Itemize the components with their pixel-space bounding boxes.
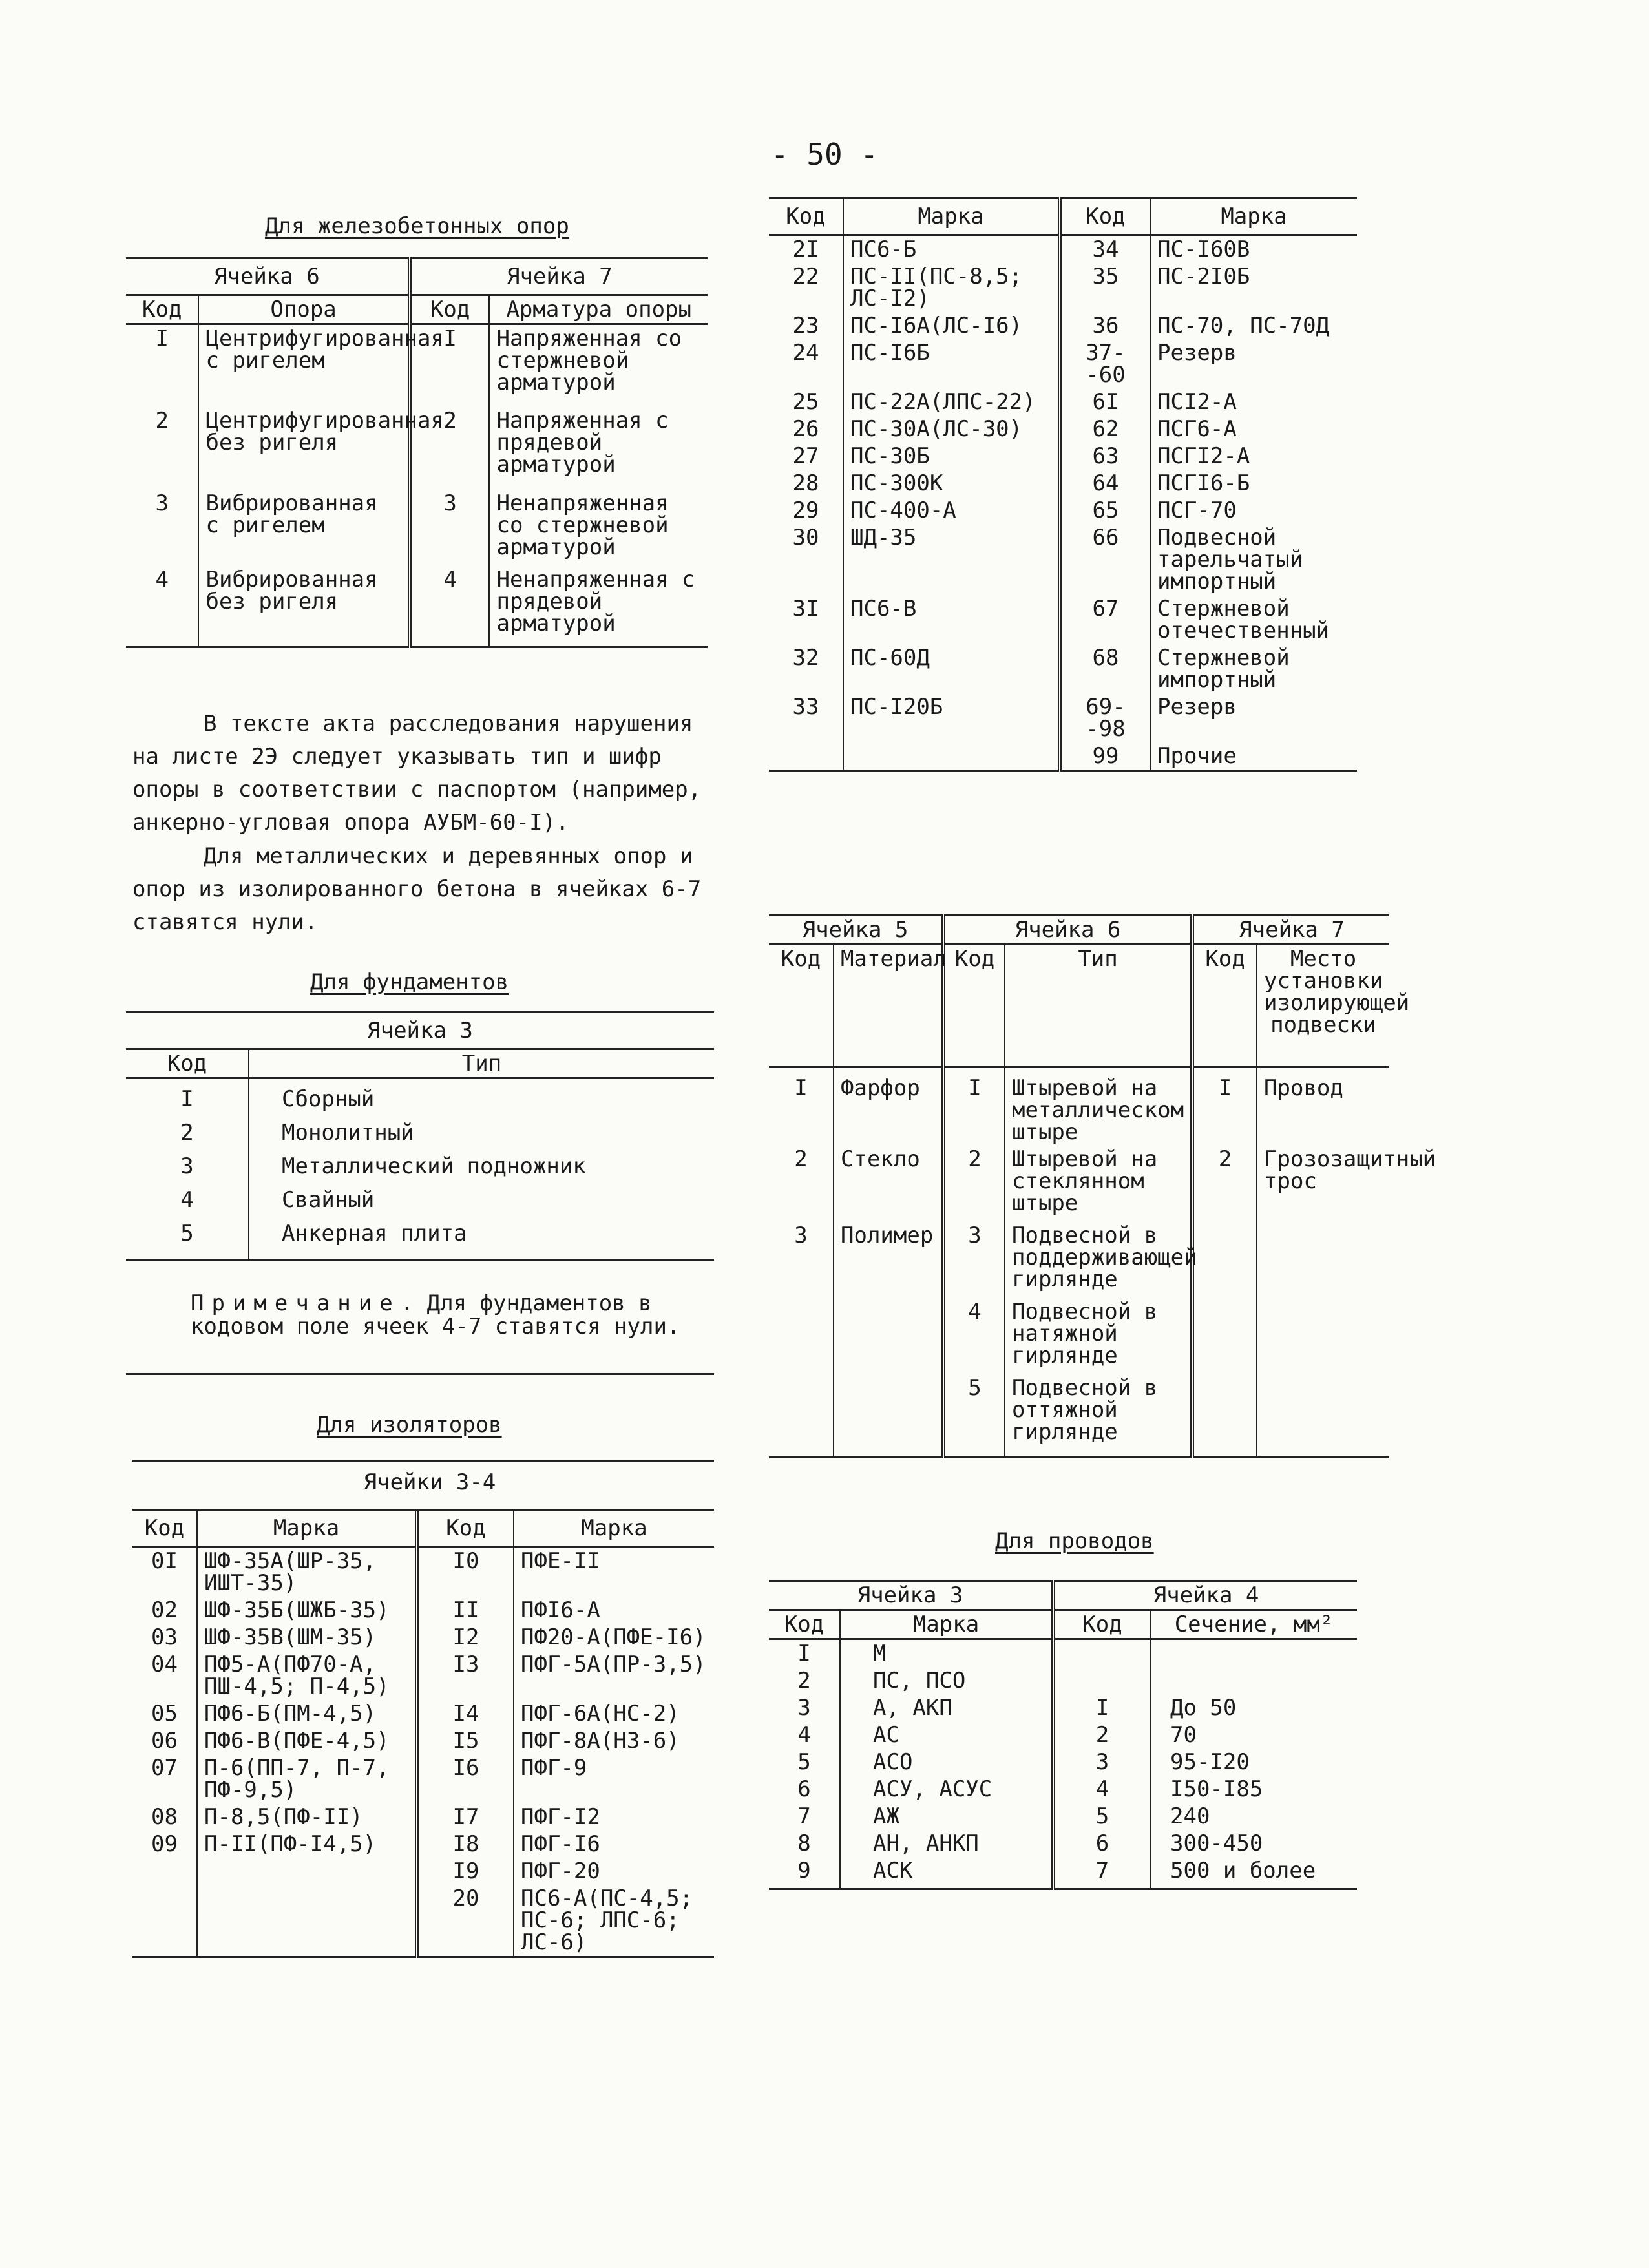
brand-cell: ПФГ-20 bbox=[514, 1858, 714, 1885]
brand-cell: АСО bbox=[840, 1748, 1053, 1776]
place-cell: Провод bbox=[1257, 1067, 1389, 1146]
brand-cell: ПС-I6Б bbox=[843, 339, 1060, 388]
brand-cell: ПС-60Д bbox=[843, 644, 1060, 693]
table-row bbox=[769, 1298, 1389, 1374]
brand-cell: ПСI2-А bbox=[1150, 388, 1357, 415]
table-row bbox=[769, 388, 1357, 415]
brand-cell bbox=[197, 1858, 417, 1885]
brand-cell: ПС-30А(ЛС-30) bbox=[843, 415, 1060, 443]
type-cell: Металлический подножник bbox=[249, 1146, 714, 1180]
brand-cell: П-6(ПП-7, П-7, ПФ-9,5) bbox=[197, 1754, 417, 1803]
code-cell: 5 bbox=[943, 1374, 1005, 1457]
col-code: Код bbox=[126, 1049, 249, 1078]
col-brand: Марка bbox=[840, 1610, 1053, 1639]
type-cell: Свайный bbox=[249, 1180, 714, 1213]
material-cell: Фарфор bbox=[834, 1067, 943, 1146]
place-cell bbox=[1257, 1374, 1389, 1457]
code-cell: I4 bbox=[417, 1700, 514, 1727]
table-row bbox=[132, 1831, 714, 1858]
table-row bbox=[132, 1727, 714, 1754]
code-cell: II bbox=[417, 1597, 514, 1624]
section-cell: 70 bbox=[1150, 1721, 1357, 1748]
brand-cell: Резерв bbox=[1150, 693, 1357, 742]
code-cell bbox=[1192, 1222, 1257, 1298]
code-cell: 0I bbox=[151, 1548, 178, 1574]
brand-cell: ПФГ-6А(НС-2) bbox=[514, 1700, 714, 1727]
code-cell bbox=[132, 1858, 197, 1885]
table-row bbox=[769, 1639, 1357, 1668]
code-cell: 34 bbox=[1060, 235, 1150, 264]
brand-cell: АН, АНКП bbox=[840, 1830, 1053, 1857]
table-row bbox=[769, 1776, 1357, 1803]
col-code: Код bbox=[769, 945, 834, 1067]
table-row bbox=[126, 566, 708, 647]
brand-cell: Резерв bbox=[1150, 339, 1357, 388]
brand-cell: ПФГ-8А(НЗ-6) bbox=[514, 1727, 714, 1754]
code-cell: 23 bbox=[792, 313, 819, 339]
foundations-cell-header: Ячейка 3 bbox=[126, 1013, 714, 1049]
code-cell: 2 bbox=[155, 407, 169, 434]
code-cell: 29 bbox=[792, 498, 819, 523]
code-cell bbox=[1192, 1298, 1257, 1374]
brand-cell: Подвесной тарельчатый импортный bbox=[1150, 524, 1357, 595]
material-cell: Стекло bbox=[834, 1146, 943, 1222]
code-cell: 03 bbox=[151, 1624, 178, 1650]
brand-cell: А, АКП bbox=[840, 1694, 1053, 1721]
table-row bbox=[769, 524, 1357, 595]
code-cell: I0 bbox=[417, 1547, 514, 1597]
note-text: . Для фундаментов в кодовом поле ячеек 4-7 ставятся нули. bbox=[191, 1290, 680, 1339]
code-cell: 2 bbox=[797, 1668, 811, 1694]
table-row bbox=[126, 1078, 714, 1113]
section-cell bbox=[1150, 1639, 1357, 1668]
col-code: Код bbox=[126, 295, 198, 324]
table-row bbox=[126, 1113, 714, 1146]
code-cell: 67 bbox=[1060, 595, 1150, 644]
brand-cell: ПС6-А(ПС-4,5; ПС-6; ЛПС-6; ЛС-6) bbox=[514, 1885, 714, 1957]
code-cell: I2 bbox=[417, 1624, 514, 1651]
brand-cell bbox=[843, 742, 1060, 771]
code-cell: 3 bbox=[155, 490, 169, 516]
brand-cell: ШФ-35В(ШМ-35) bbox=[197, 1624, 417, 1651]
insulators-top-rule bbox=[132, 1460, 714, 1462]
note-divider bbox=[126, 1373, 714, 1375]
brand-cell: ПС-300К bbox=[843, 470, 1060, 497]
brand-cell: ПФЕ-II bbox=[514, 1547, 714, 1597]
table-row bbox=[769, 415, 1357, 443]
col-rebar: Арматура опоры bbox=[489, 295, 708, 324]
code-cell: 63 bbox=[1060, 443, 1150, 470]
brand-cell: ПФ20-А(ПФЕ-I6) bbox=[514, 1624, 714, 1651]
paragraph-act-text: В тексте акта расследования нарушения на листе 2Э следует указывать тип и шифр опоры в соответствии с паспортом (например, анкерно-угловая опора АУБМ-60-I). bbox=[132, 711, 702, 835]
code-cell: 3 bbox=[1053, 1748, 1150, 1776]
code-cell: 33 bbox=[792, 694, 819, 720]
table-row bbox=[769, 595, 1357, 644]
table-row bbox=[769, 742, 1357, 771]
cell6-header: Ячейка 6 bbox=[126, 258, 410, 295]
brand-cell: Стержневой отечественный bbox=[1150, 595, 1357, 644]
brand-cell: ПФГ-I6 bbox=[514, 1831, 714, 1858]
table-row bbox=[769, 1721, 1357, 1748]
code-cell: 07 bbox=[151, 1755, 178, 1781]
table-row bbox=[769, 693, 1357, 742]
col-brand: Марка bbox=[843, 198, 1060, 235]
table-row bbox=[769, 644, 1357, 693]
code-cell: 2 bbox=[943, 1146, 1005, 1222]
code-cell: 66 bbox=[1060, 524, 1150, 595]
col-type: Тип bbox=[249, 1049, 714, 1078]
brand-cell: Стержневой импортный bbox=[1150, 644, 1357, 693]
brand-cell: ПС-I6А(ЛС-I6) bbox=[843, 312, 1060, 339]
col-material: Материал bbox=[834, 945, 943, 1067]
brand-cell bbox=[197, 1885, 417, 1957]
brand-cell: ПС6-В bbox=[843, 595, 1060, 644]
cell6-header: Ячейка 6 bbox=[943, 916, 1192, 945]
code-cell: 28 bbox=[792, 470, 819, 496]
brand-cell: ПФI6-А bbox=[514, 1597, 714, 1624]
brand-cell: ПСГI2-А bbox=[1150, 443, 1357, 470]
wires-table bbox=[769, 1580, 1357, 1890]
code-cell: 02 bbox=[151, 1597, 178, 1623]
brand-cell: ПФ6-Б(ПМ-4,5) bbox=[197, 1700, 417, 1727]
code-cell: 22 bbox=[792, 264, 819, 289]
place-cell: Грозозащитный трос bbox=[1257, 1146, 1389, 1222]
type-cell: Анкерная плита bbox=[249, 1213, 714, 1260]
code-cell: I8 bbox=[417, 1831, 514, 1858]
brand-cell: ПС-I20Б bbox=[843, 693, 1060, 742]
foundations-table bbox=[126, 1011, 714, 1261]
code-cell: 7 bbox=[797, 1803, 811, 1829]
table-row bbox=[769, 235, 1357, 264]
brand-cell: ПФГ-9 bbox=[514, 1754, 714, 1803]
brand-cell: ПС-30Б bbox=[843, 443, 1060, 470]
table-row bbox=[769, 1067, 1389, 1146]
code-cell: I9 bbox=[417, 1858, 514, 1885]
brand-cell: АС bbox=[840, 1721, 1053, 1748]
code-cell: 9 bbox=[797, 1858, 811, 1884]
code-cell: 6I bbox=[1060, 388, 1150, 415]
table-row bbox=[132, 1597, 714, 1624]
code-cell: 3I bbox=[792, 596, 819, 622]
section-cell: До 50 bbox=[1150, 1694, 1357, 1721]
code-cell: 4 bbox=[180, 1187, 194, 1213]
code-cell: 05 bbox=[151, 1701, 178, 1727]
material-cell bbox=[834, 1374, 943, 1457]
code-cell: 6 bbox=[797, 1776, 811, 1802]
type-cell: Штыревой на металлическом штыре bbox=[1005, 1067, 1192, 1146]
table-row bbox=[769, 1803, 1357, 1830]
brand-cell: ПФ5-А(ПФ70-А, ПШ-4,5; П-4,5) bbox=[197, 1651, 417, 1700]
col-code: Код bbox=[1060, 198, 1150, 235]
code-cell: 4 bbox=[797, 1722, 811, 1748]
code-cell bbox=[1192, 1374, 1257, 1457]
code-cell: 20 bbox=[417, 1885, 514, 1957]
brand-cell: ШФ-35Б(ШЖБ-35) bbox=[197, 1597, 417, 1624]
wires-heading: Для проводов bbox=[995, 1528, 1154, 1554]
code-cell: I bbox=[797, 1641, 811, 1666]
code-cell: 4 bbox=[155, 566, 169, 593]
code-cell: 27 bbox=[792, 443, 819, 469]
table-row bbox=[769, 497, 1357, 524]
type-cell: Подвесной в натяжной гирлянде bbox=[1005, 1298, 1192, 1374]
code-cell: 4 bbox=[410, 566, 490, 647]
code-cell: 09 bbox=[151, 1831, 178, 1857]
concrete-supports-table-grid bbox=[126, 257, 708, 648]
code-cell: 3 bbox=[180, 1153, 194, 1179]
brand-cell: ПСГ6-А bbox=[1150, 415, 1357, 443]
col-code: Код bbox=[1192, 945, 1257, 1067]
table-row bbox=[769, 470, 1357, 497]
type-cell: Монолитный bbox=[249, 1113, 714, 1146]
code-cell: 5 bbox=[1053, 1803, 1150, 1830]
code-cell: 2 bbox=[410, 407, 490, 490]
table-row bbox=[126, 1180, 714, 1213]
insulators-cells-header: Ячейки 3-4 bbox=[363, 1469, 496, 1495]
code-cell bbox=[769, 742, 843, 771]
cell4-header: Ячейка 4 bbox=[1053, 1581, 1357, 1610]
code-cell: 32 bbox=[792, 645, 819, 671]
code-cell: 64 bbox=[1060, 470, 1150, 497]
paragraph-metal-supports: Для металлических и деревянных опор и опор из изолированного бетона в ячейках 6-7 ставятся нули. bbox=[132, 843, 702, 935]
brand-cell: П-8,5(ПФ-II) bbox=[197, 1803, 417, 1831]
support-cell: Вибрированная с ригелем bbox=[198, 490, 409, 566]
code-cell: 2 bbox=[1192, 1146, 1257, 1222]
foundations-note bbox=[191, 1292, 727, 1338]
rebar-cell: Напряженная со стержневой арматурой bbox=[489, 324, 708, 407]
brand-cell: ШФ-35А(ШР-35, ИШТ-35) bbox=[197, 1547, 417, 1597]
cell3-header: Ячейка 3 bbox=[769, 1581, 1053, 1610]
code-cell: 62 bbox=[1060, 415, 1150, 443]
note-label: Примечание bbox=[191, 1290, 401, 1316]
brand-cell: ПСГI6-Б bbox=[1150, 470, 1357, 497]
table-row bbox=[126, 324, 708, 407]
code-cell: 3 bbox=[794, 1223, 808, 1248]
brand-cell: ПС-70, ПС-70Д bbox=[1150, 312, 1357, 339]
col-code: Код bbox=[943, 945, 1005, 1067]
code-cell: 25 bbox=[792, 389, 819, 415]
section-cell: 240 bbox=[1150, 1803, 1357, 1830]
col-brand: Марка bbox=[514, 1511, 714, 1547]
section-cell: 95-I20 bbox=[1150, 1748, 1357, 1776]
cell7-header: Ячейка 7 bbox=[410, 258, 708, 295]
table-row bbox=[126, 1213, 714, 1260]
code-cell: 4 bbox=[943, 1298, 1005, 1374]
page-number: - 50 - bbox=[770, 137, 879, 172]
col-code: Код bbox=[1053, 1610, 1150, 1639]
cell5-header: Ячейка 5 bbox=[769, 916, 943, 945]
code-cell: 5 bbox=[180, 1221, 194, 1246]
table-row bbox=[769, 1830, 1357, 1857]
col-code: Код bbox=[132, 1511, 197, 1547]
code-cell bbox=[1053, 1667, 1150, 1694]
code-cell: I3 bbox=[417, 1651, 514, 1700]
col-code: Код bbox=[769, 198, 843, 235]
col-support: Опора bbox=[198, 295, 409, 324]
table-row bbox=[769, 1694, 1357, 1721]
code-cell: 04 bbox=[151, 1652, 178, 1677]
code-cell: 24 bbox=[792, 340, 819, 366]
table-row bbox=[126, 1146, 714, 1180]
code-cell: 4 bbox=[1053, 1776, 1150, 1803]
code-cell: 69- -98 bbox=[1060, 693, 1150, 742]
type-cell: Штыревой на стеклянном штыре bbox=[1005, 1146, 1192, 1222]
code-cell: I6 bbox=[417, 1754, 514, 1803]
code-cell: I bbox=[180, 1086, 194, 1112]
brand-cell: АЖ bbox=[840, 1803, 1053, 1830]
code-cell: 3 bbox=[943, 1222, 1005, 1298]
brand-cell: ПС-2I0Б bbox=[1150, 263, 1357, 312]
table-row bbox=[132, 1651, 714, 1700]
brand-cell: ПС-II(ПС-8,5; ЛС-I2) bbox=[843, 263, 1060, 312]
table-row bbox=[126, 490, 708, 566]
rebar-cell: Напряженная с прядевой арматурой bbox=[489, 407, 708, 490]
table-row bbox=[132, 1700, 714, 1727]
code-cell: I bbox=[943, 1067, 1005, 1146]
support-cell: Центрифугированная с ригелем bbox=[198, 324, 409, 407]
code-cell: 30 bbox=[792, 525, 819, 551]
insulators-continued-table bbox=[769, 197, 1357, 772]
table-row bbox=[769, 1748, 1357, 1776]
place-cell bbox=[1257, 1222, 1389, 1298]
brand-cell: Прочие bbox=[1150, 742, 1357, 771]
col-code: Код bbox=[410, 295, 490, 324]
code-cell bbox=[769, 1298, 834, 1374]
type-cell: Подвесной в оттяжной гирлянде bbox=[1005, 1374, 1192, 1457]
brand-cell: ПФГ-I2 bbox=[514, 1803, 714, 1831]
table-row bbox=[132, 1547, 714, 1597]
table-row bbox=[769, 1374, 1389, 1457]
table-row bbox=[769, 1146, 1389, 1222]
section-cell: 500 и более bbox=[1150, 1857, 1357, 1889]
brand-cell: ПС, ПСО bbox=[840, 1667, 1053, 1694]
brand-cell: ПСГ-70 bbox=[1150, 497, 1357, 524]
section-cell bbox=[1150, 1667, 1357, 1694]
table-row bbox=[132, 1624, 714, 1651]
table-row bbox=[769, 312, 1357, 339]
code-cell: 2I bbox=[792, 236, 819, 262]
code-cell: I7 bbox=[417, 1803, 514, 1831]
place-cell bbox=[1257, 1298, 1389, 1374]
code-cell: I bbox=[1053, 1694, 1150, 1721]
code-cell: 3 bbox=[410, 490, 490, 566]
brand-cell: АСУ, АСУС bbox=[840, 1776, 1053, 1803]
code-cell: I bbox=[794, 1075, 808, 1101]
table-row bbox=[132, 1858, 714, 1885]
table-row bbox=[769, 1222, 1389, 1298]
code-cell: 5 bbox=[797, 1749, 811, 1775]
code-cell: 65 bbox=[1060, 497, 1150, 524]
brand-cell: М bbox=[840, 1639, 1053, 1668]
code-cell: 26 bbox=[792, 416, 819, 442]
suspension-table bbox=[769, 914, 1436, 1458]
code-cell: 08 bbox=[151, 1804, 178, 1830]
code-cell: 2 bbox=[1053, 1721, 1150, 1748]
col-code: Код bbox=[417, 1511, 514, 1547]
brand-cell: ПС6-Б bbox=[843, 235, 1060, 264]
material-cell: Полимер bbox=[834, 1222, 943, 1298]
cell7-header: Ячейка 7 bbox=[1192, 916, 1389, 945]
table-row bbox=[132, 1803, 714, 1831]
brand-cell: П-II(ПФ-I4,5) bbox=[197, 1831, 417, 1858]
insulators-heading: Для изоляторов bbox=[317, 1412, 502, 1438]
type-cell: Подвесной в поддерживающей гирлянде bbox=[1005, 1222, 1192, 1298]
code-cell: 37- -60 bbox=[1060, 339, 1150, 388]
foundations-heading: Для фундаментов bbox=[310, 969, 509, 995]
rebar-cell: Ненапряженная со стержневой арматурой bbox=[489, 490, 708, 566]
section-cell: I50-I85 bbox=[1150, 1776, 1357, 1803]
rebar-cell: Ненапряженная с прядевой арматурой bbox=[489, 566, 708, 647]
code-cell bbox=[769, 1374, 834, 1457]
brand-cell: ПС-I60В bbox=[1150, 235, 1357, 264]
code-cell: 2 bbox=[180, 1120, 194, 1146]
type-cell: Сборный bbox=[249, 1078, 714, 1113]
support-cell: Вибрированная без ригеля bbox=[198, 566, 409, 647]
insulators-table bbox=[132, 1469, 714, 1958]
code-cell: 2 bbox=[794, 1146, 808, 1172]
code-cell: 99 bbox=[1060, 742, 1150, 771]
brand-cell: ШД-35 bbox=[843, 524, 1060, 595]
code-cell bbox=[1053, 1639, 1150, 1668]
table-row bbox=[769, 339, 1357, 388]
code-cell: 06 bbox=[151, 1728, 178, 1754]
code-cell: I5 bbox=[417, 1727, 514, 1754]
brand-cell: ПС-400-А bbox=[843, 497, 1060, 524]
support-cell: Центрифугированная без ригеля bbox=[198, 407, 409, 490]
brand-cell: ПФГ-5А(ПР-3,5) bbox=[514, 1651, 714, 1700]
table-row bbox=[769, 1857, 1357, 1889]
code-cell: 8 bbox=[797, 1831, 811, 1856]
brand-cell: АСК bbox=[840, 1857, 1053, 1889]
code-cell: 7 bbox=[1053, 1857, 1150, 1889]
code-cell: I bbox=[155, 326, 169, 352]
section-cell: 300-450 bbox=[1150, 1830, 1357, 1857]
code-cell: 6 bbox=[1053, 1830, 1150, 1857]
table-row bbox=[769, 443, 1357, 470]
code-cell bbox=[132, 1885, 197, 1957]
table-row bbox=[126, 407, 708, 490]
concrete-supports-heading: Для железобетонных опор bbox=[265, 213, 569, 239]
code-cell: 68 bbox=[1060, 644, 1150, 693]
col-code: Код bbox=[769, 1610, 840, 1639]
brand-cell: ПС-22А(ЛПС-22) bbox=[843, 388, 1060, 415]
col-type: Тип bbox=[1005, 945, 1192, 1067]
table-row bbox=[132, 1885, 714, 1957]
col-brand: Марка bbox=[197, 1511, 417, 1547]
brand-cell: ПФ6-В(ПФЕ-4,5) bbox=[197, 1727, 417, 1754]
code-cell: 36 bbox=[1060, 312, 1150, 339]
col-section: Сечение, мм² bbox=[1150, 1610, 1357, 1639]
table-row bbox=[769, 263, 1357, 312]
code-cell: I bbox=[410, 324, 490, 407]
table-row bbox=[769, 1667, 1357, 1694]
material-cell bbox=[834, 1298, 943, 1374]
col-place: Место установки изолирующей подвески bbox=[1257, 945, 1389, 1067]
code-cell: 3 bbox=[797, 1695, 811, 1721]
code-cell: I bbox=[1192, 1067, 1257, 1146]
code-cell: 35 bbox=[1060, 263, 1150, 312]
table-row bbox=[132, 1754, 714, 1803]
col-brand: Марка bbox=[1150, 198, 1357, 235]
